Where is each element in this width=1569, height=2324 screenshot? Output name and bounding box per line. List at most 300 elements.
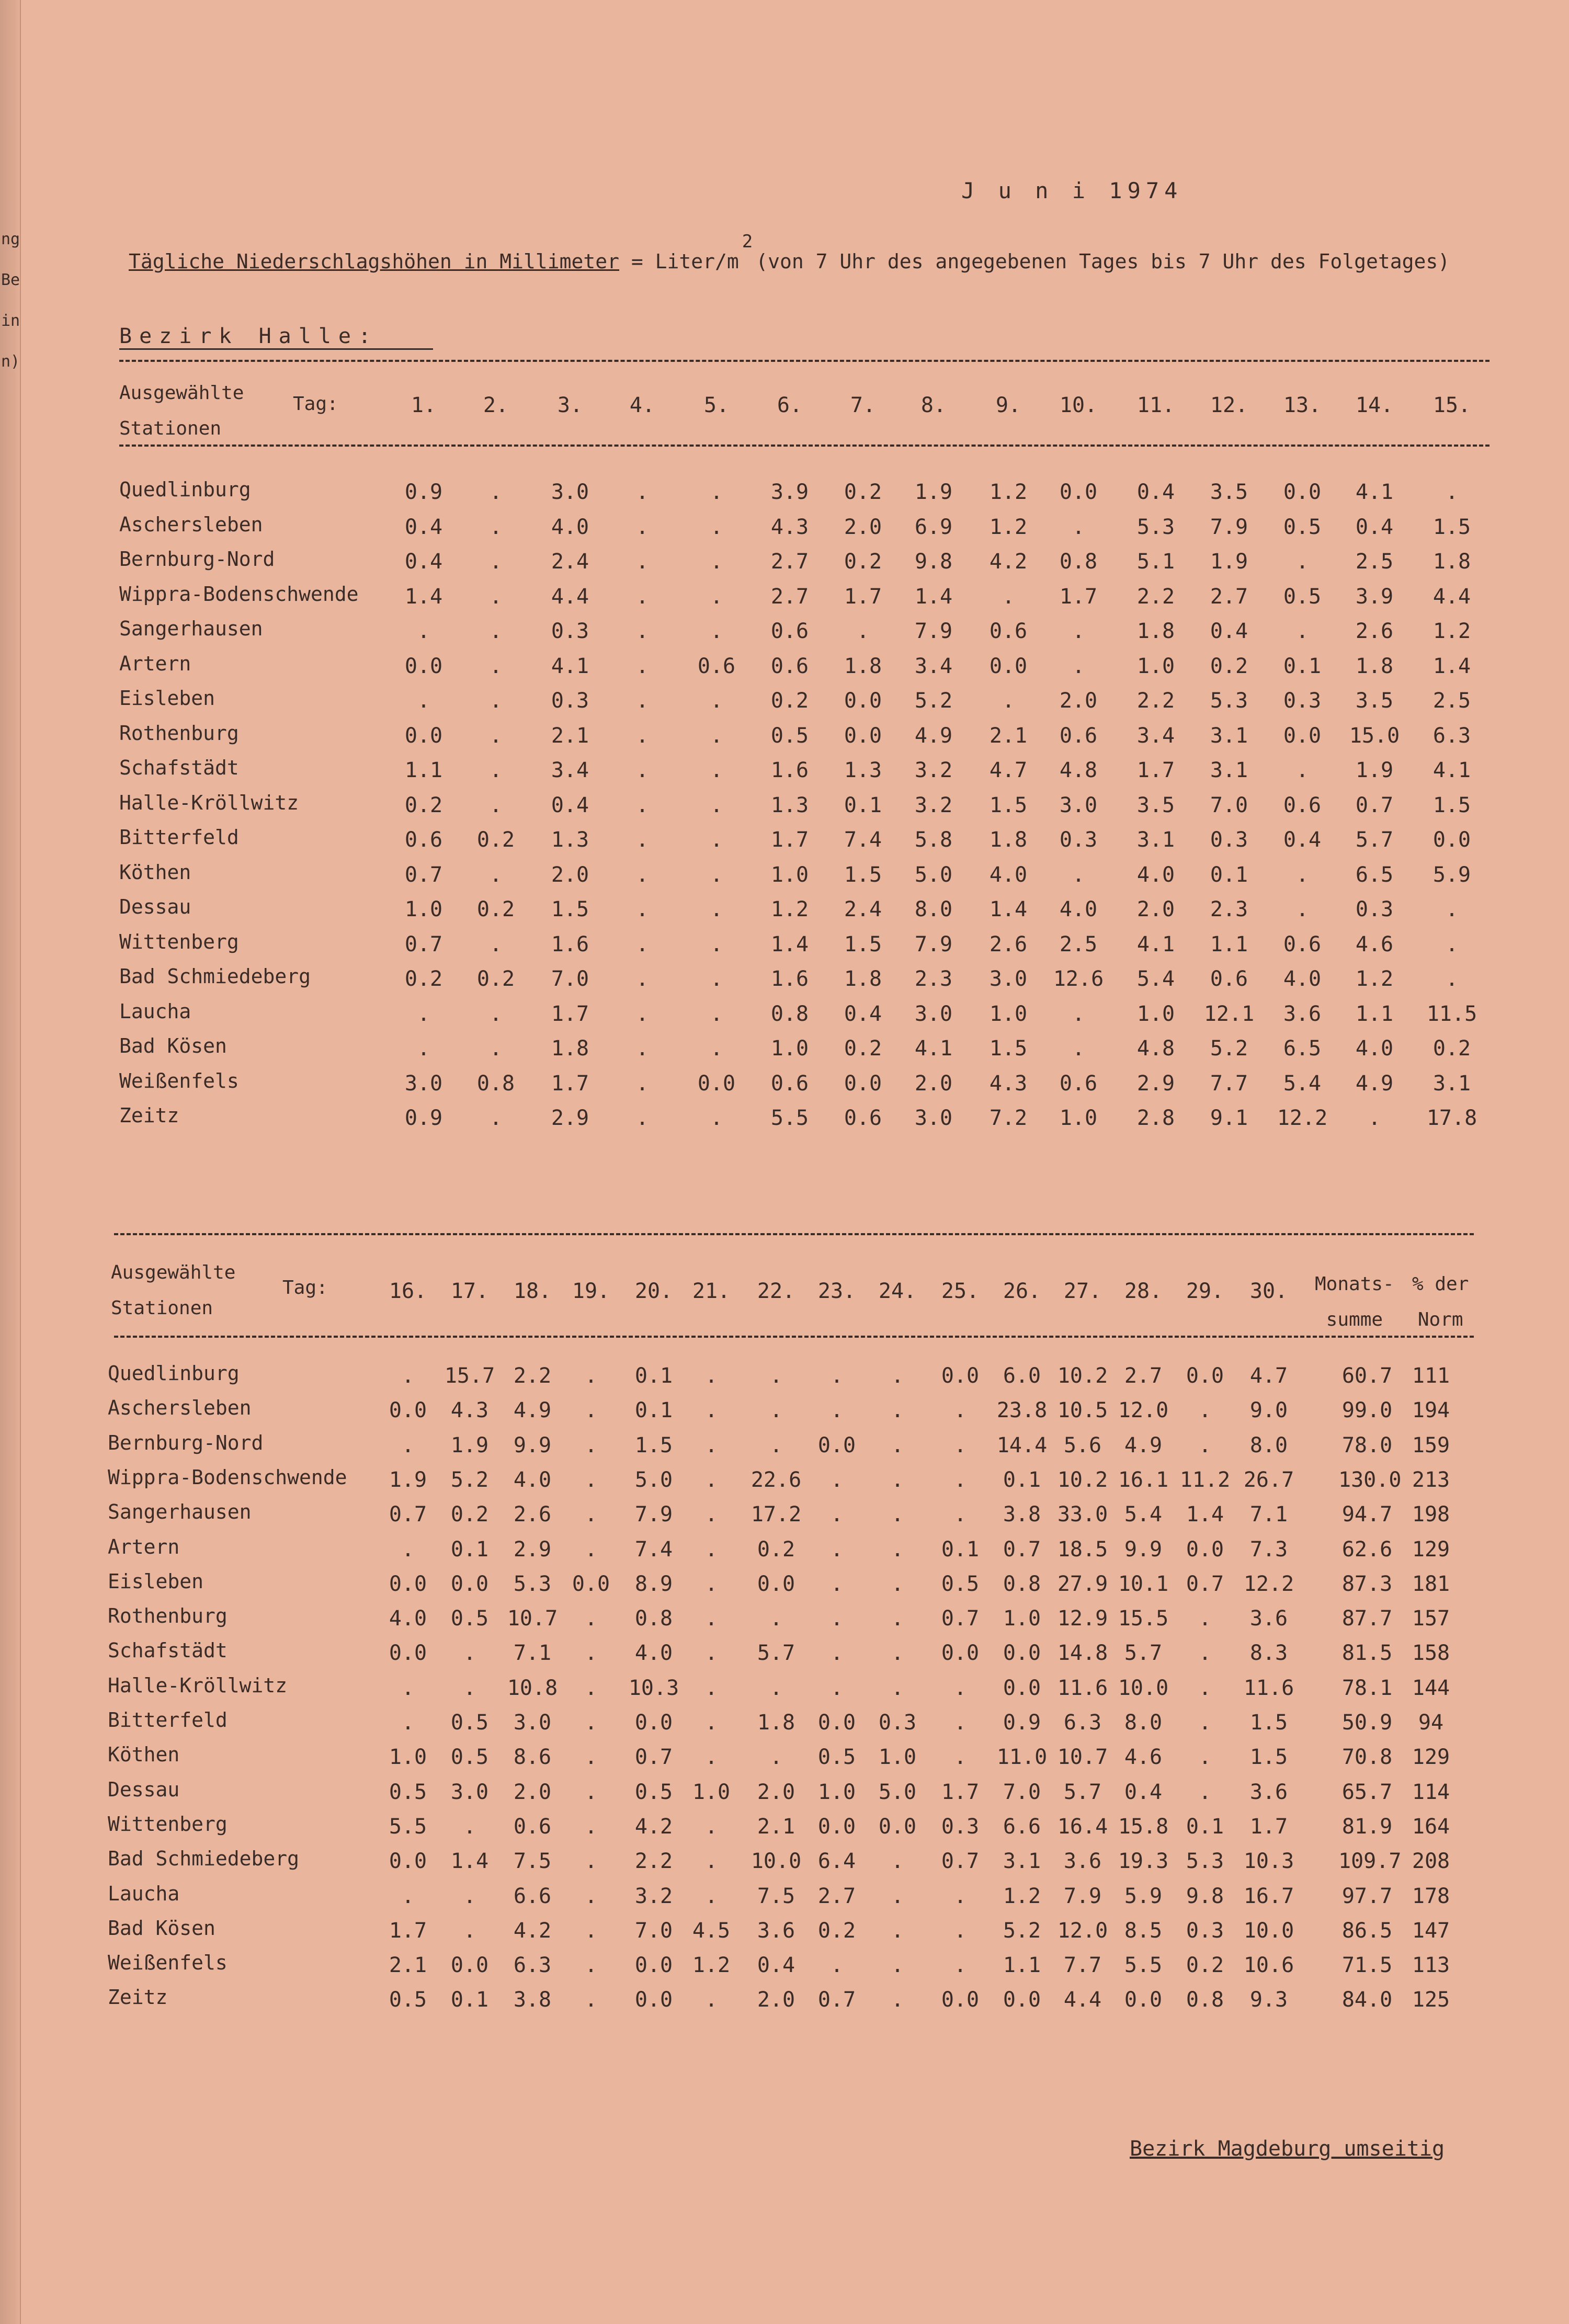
station-name: Bernburg-Nord [108,1431,264,1454]
precip-value: . [704,1433,718,1457]
precip-value: 11.6 [1243,1676,1294,1700]
precip-value: 1.2 [770,897,809,921]
precip-value: 2.0 [1059,689,1098,713]
precip-value: 1.1 [1210,932,1248,956]
station-name: Köthen [108,1743,180,1767]
precip-value: 0.3 [1283,689,1322,713]
day-header: 24. [878,1279,917,1303]
station-name: Eisleben [119,687,215,710]
precip-value: 0.2 [757,1537,795,1562]
day-header: 1. [411,393,437,417]
precip-value: 2.4 [551,550,589,574]
precip-value: . [1198,1676,1212,1700]
precip-value: . [891,1502,904,1527]
precip-value: 1.1 [1355,1001,1394,1026]
day-header: 13. [1283,393,1322,417]
precip-value: 2.6 [989,932,1028,956]
precip-value: 12.9 [1057,1607,1108,1631]
precip-value: 0.8 [476,1071,515,1096]
precip-value: . [463,1884,476,1908]
station-name: Wippra-Bodenschwende [119,582,359,606]
precip-value: 0.6 [844,1106,882,1130]
monthly-sum: 70.8 [1341,1745,1393,1770]
precip-value: 4.1 [914,1036,953,1061]
precip-value: 0.0 [389,1398,427,1423]
precip-value: 6.6 [513,1884,552,1908]
precip-value: 7.4 [844,828,882,852]
precip-value: 0.0 [634,1953,673,1978]
precip-value: 1.3 [844,758,882,782]
title-superscript: 2 [742,231,753,252]
precip-value: 1.9 [1355,758,1394,782]
precip-value: 0.5 [770,723,809,748]
percent-norm: 178 [1412,1884,1450,1908]
precip-value: 5.0 [634,1467,673,1492]
precip-value: 0.2 [404,793,443,817]
precip-value: 2.0 [844,515,882,539]
precip-value: 7.9 [1063,1884,1102,1908]
precip-value: 0.5 [1283,515,1322,539]
precip-value: . [704,1849,718,1874]
precip-value: . [489,1106,503,1130]
precip-value: 1.5 [551,897,589,921]
precip-value: 0.8 [634,1607,673,1631]
precip-value: . [704,1607,718,1631]
precip-value: . [1295,619,1309,643]
precip-value: 10.0 [1243,1918,1294,1943]
precip-value: 5.7 [757,1641,795,1666]
station-name: Artern [119,652,191,675]
stations-header-2 [111,1255,235,1326]
precip-value: 3.8 [1003,1502,1041,1527]
precip-value: 0.6 [1283,793,1322,817]
precip-value: . [704,1814,718,1839]
station-name: Schafstädt [119,756,239,779]
percent-norm: 114 [1412,1780,1450,1804]
precip-value: 0.5 [389,1780,427,1804]
precip-value: 5.7 [1124,1641,1163,1666]
precip-value: 7.9 [914,619,953,643]
monthly-sum: 62.6 [1341,1537,1393,1562]
station-name: Bad Kösen [108,1916,215,1940]
precip-value: 10.7 [1057,1745,1108,1770]
precip-value: 2.0 [513,1780,552,1804]
precip-value: . [704,1641,718,1666]
precip-value: 26.7 [1243,1467,1294,1492]
precip-value: 2.3 [1210,897,1248,921]
norm-line2: Norm [1417,1309,1463,1330]
precip-value: . [710,689,723,713]
precip-value: 1.7 [770,828,809,852]
precip-value: 0.0 [757,1571,795,1596]
precip-value: 4.1 [1355,480,1394,504]
precip-value: 2.9 [551,1106,589,1130]
precip-value: . [463,1641,476,1666]
precip-value: 1.2 [1003,1884,1041,1908]
precip-value: 0.0 [1003,1676,1041,1700]
station-name: Laucha [119,999,191,1023]
precip-value: 0.0 [989,654,1028,678]
precip-value: 15.8 [1118,1814,1169,1839]
precip-value: . [489,689,503,713]
station-name: Rothenburg [108,1604,228,1628]
precip-value: . [584,1884,598,1908]
precip-value: 1.0 [989,1001,1028,1026]
precip-value: . [1445,897,1459,921]
precip-value: 5.2 [914,689,953,713]
precip-value: . [584,1849,598,1874]
precip-value: 0.3 [1059,828,1098,852]
precip-value: . [635,897,649,921]
precip-value: . [635,1106,649,1130]
day-header: 7. [850,393,876,417]
precip-value: 5.5 [1124,1953,1163,1978]
precip-value: 1.9 [389,1467,427,1492]
precip-value: . [830,1467,844,1492]
precip-value: 1.0 [770,1036,809,1061]
precip-value: 1.5 [989,793,1028,817]
stations-header-line2: Stationen [111,1297,213,1319]
stations-header-1 [119,375,244,447]
day-header: 11. [1136,393,1175,417]
precip-value: 3.1 [1432,1071,1471,1096]
precip-value: 4.3 [770,515,809,539]
precip-value: 3.4 [551,758,589,782]
precip-value: 1.0 [1136,1001,1175,1026]
precip-value: 0.5 [450,1607,489,1631]
precip-value: 3.4 [914,654,953,678]
day-header: 5. [703,393,730,417]
precip-value: 6.0 [1003,1364,1041,1388]
precip-value: . [584,1467,598,1492]
precip-value: 18.5 [1057,1537,1108,1562]
precip-value: 4.7 [989,758,1028,782]
precip-value: . [1295,862,1309,887]
margin-fragment: n) [1,352,20,371]
precip-value: 5.4 [1136,967,1175,991]
precip-value: 1.8 [757,1711,795,1735]
precip-value: 5.0 [914,862,953,887]
precip-value: . [635,515,649,539]
precip-value: . [584,1364,598,1388]
precip-value: 10.7 [507,1607,558,1631]
precip-value: 0.2 [844,550,882,574]
precip-value: 4.0 [1136,862,1175,887]
precip-value: . [891,1849,904,1874]
precip-value: . [769,1745,783,1770]
precip-value: . [635,689,649,713]
precip-value: . [489,654,503,678]
precip-value: 1.4 [404,584,443,609]
precip-value: . [769,1607,783,1631]
stations-header-line2: Stationen [119,418,222,439]
precip-value: 6.3 [1063,1711,1102,1735]
precip-value: 9.3 [1249,1988,1288,2012]
station-name: Dessau [119,895,191,918]
precip-value: . [891,1537,904,1562]
precip-value: 0.6 [1283,932,1322,956]
station-name: Wippra-Bodenschwende [108,1465,347,1489]
precip-value: . [1072,619,1085,643]
precip-value: . [635,619,649,643]
precip-value: . [953,1676,967,1700]
precip-value: 1.3 [551,828,589,852]
precip-value: . [1198,1433,1212,1457]
precip-value: 7.0 [551,967,589,991]
precip-value: . [635,654,649,678]
station-name: Bad Schmiedeberg [119,965,311,988]
precip-value: 2.7 [770,550,809,574]
precip-value: 0.0 [1283,723,1322,748]
precip-value: . [769,1364,783,1388]
precip-value: 17.2 [751,1502,802,1527]
precip-value: 0.0 [389,1849,427,1874]
day-header: 30. [1249,1279,1288,1303]
precip-value: 0.2 [476,828,515,852]
monatssumme-line2: summe [1326,1309,1383,1330]
precip-value: 2.8 [1136,1106,1175,1130]
percent-norm: 144 [1412,1676,1450,1700]
precip-value: 9.0 [1249,1398,1288,1423]
precip-value: . [769,1676,783,1700]
precip-value: . [710,758,723,782]
precip-value: 0.1 [450,1988,489,2012]
precip-value: . [635,828,649,852]
precip-value: 0.6 [697,654,736,678]
precip-value: 9.9 [1124,1537,1163,1562]
precip-value: 3.6 [1249,1607,1288,1631]
precip-value: 3.0 [404,1071,443,1096]
precip-value: . [704,1571,718,1596]
precip-value: 0.0 [844,1071,882,1096]
precip-value: 0.8 [770,1001,809,1026]
precip-value: . [1445,932,1459,956]
precip-value: 1.0 [878,1745,917,1770]
precip-value: 0.5 [817,1745,856,1770]
precip-value: 4.1 [551,654,589,678]
precip-value: 0.0 [817,1814,856,1839]
precip-value: 4.0 [551,515,589,539]
precip-value: 0.6 [404,828,443,852]
precip-value: 10.3 [1243,1849,1294,1874]
precip-value: 1.7 [1136,758,1175,782]
precip-value: 0.4 [1136,480,1175,504]
precip-value: 0.0 [450,1953,489,1978]
precip-value: 1.8 [1432,550,1471,574]
precip-value: . [584,1676,598,1700]
precip-value: 8.0 [1249,1433,1288,1457]
day-header: 3. [557,393,583,417]
precip-value: . [401,1537,415,1562]
precip-value: 5.8 [914,828,953,852]
percent-norm: 159 [1412,1433,1450,1457]
precip-value: 4.0 [389,1607,427,1631]
precip-value: 2.5 [1432,689,1471,713]
precip-value: . [489,1001,503,1026]
precip-value: 6.6 [1003,1814,1041,1839]
day-header: 6. [777,393,803,417]
precip-value: 1.2 [692,1953,731,1978]
precip-value: 0.3 [1186,1918,1224,1943]
precip-value: 1.5 [1432,793,1471,817]
precip-value: 7.0 [1210,793,1248,817]
precip-value: 0.0 [634,1988,673,2012]
title-main: Tägliche Niederschlagshöhen in Millimeter [129,250,619,273]
margin-fragment: Be [1,271,20,289]
station-name: Halle-Kröllwitz [119,791,299,814]
precip-value: 0.0 [389,1641,427,1666]
precip-value: 5.3 [1136,515,1175,539]
precip-value: 1.5 [1249,1711,1288,1735]
precip-value: 14.4 [996,1433,1048,1457]
precip-value: 0.2 [844,1036,882,1061]
precip-value: 1.0 [389,1745,427,1770]
precip-value: 0.0 [450,1571,489,1596]
precip-value: 2.4 [844,897,882,921]
precip-value: 0.2 [1210,654,1248,678]
day-header: 19. [572,1279,610,1303]
precip-value: 0.8 [1003,1571,1041,1596]
precip-value: 16.1 [1118,1467,1169,1492]
monthly-sum: 84.0 [1341,1988,1393,2012]
precip-value: 0.0 [1283,480,1322,504]
monatssumme-header [1315,1267,1394,1338]
station-name: Bad Kösen [119,1034,227,1057]
precip-value: 1.8 [844,967,882,991]
station-name: Bitterfeld [119,826,239,849]
precip-value: . [584,1537,598,1562]
precip-value: 4.0 [1355,1036,1394,1061]
precip-value: 1.7 [1249,1814,1288,1839]
precip-value: 12.1 [1203,1001,1255,1026]
day-header: 21. [692,1279,731,1303]
precip-value: 0.5 [1283,584,1322,609]
norm-line1: % der [1412,1273,1469,1295]
page-title [129,231,1450,273]
day-header: 26. [1003,1279,1041,1303]
precip-value: 1.9 [914,480,953,504]
station-name: Quedlinburg [119,478,251,501]
precip-value: 3.6 [757,1918,795,1943]
precip-value: . [635,862,649,887]
stations-header-line1: Ausgewählte [119,382,244,404]
precip-value: 1.1 [1003,1953,1041,1978]
station-name: Schafstädt [108,1639,228,1662]
day-header: 14. [1355,393,1394,417]
station-name: Aschersleben [119,512,263,536]
precip-value: . [710,1001,723,1026]
monthly-sum: 97.7 [1341,1884,1393,1908]
precip-value: 0.9 [404,1106,443,1130]
precip-value: . [1368,1106,1381,1130]
precip-value: 3.6 [1063,1849,1102,1874]
precip-value: 6.3 [513,1953,552,1978]
precip-value: . [891,1398,904,1423]
precip-value: 1.2 [1432,619,1471,643]
precip-value: 22.6 [751,1467,802,1492]
precip-value: . [1072,1036,1085,1061]
precip-value: . [635,758,649,782]
precip-value: 4.1 [1432,758,1471,782]
precip-value: 0.0 [1059,480,1098,504]
precip-value: 0.6 [770,1071,809,1096]
precip-value: 0.7 [1186,1571,1224,1596]
percent-norm: 113 [1412,1953,1450,1978]
precip-value: 0.7 [941,1607,980,1631]
precip-value: . [463,1918,476,1943]
precip-value: 7.9 [1210,515,1248,539]
precip-value: 11.5 [1426,1001,1477,1026]
precip-value: 4.4 [1063,1988,1102,2012]
precip-value: 5.4 [1124,1502,1163,1527]
precip-value: 2.3 [914,967,953,991]
precip-value: . [710,619,723,643]
precip-value: . [584,1988,598,2012]
precip-value: 4.9 [1355,1071,1394,1096]
precip-value: . [1198,1745,1212,1770]
precip-value: 0.0 [697,1071,736,1096]
precip-value: . [704,1537,718,1562]
precip-value: . [584,1814,598,1839]
precip-value: 1.4 [989,897,1028,921]
precip-value: 3.1 [1136,828,1175,852]
precip-value: 0.6 [989,619,1028,643]
precip-value: . [584,1607,598,1631]
precip-value: . [710,480,723,504]
precip-value: . [417,1001,430,1026]
precip-value: 3.9 [770,480,809,504]
precip-value: . [489,619,503,643]
monthly-sum: 78.0 [1341,1433,1393,1457]
precip-value: 9.9 [513,1433,552,1457]
precip-value: 0.9 [404,480,443,504]
precip-value: . [489,723,503,748]
precip-value: 11.0 [996,1745,1048,1770]
precip-value: 1.2 [989,480,1028,504]
percent-norm: 129 [1412,1537,1450,1562]
day-header: 16. [389,1279,427,1303]
precip-value: 7.4 [634,1537,673,1562]
precip-value: 4.6 [1124,1745,1163,1770]
precip-value: 3.0 [989,967,1028,991]
precip-value: . [489,862,503,887]
monthly-sum: 50.9 [1341,1711,1393,1735]
precip-value: 1.6 [770,967,809,991]
precip-value: 0.5 [389,1988,427,2012]
precip-value: . [489,550,503,574]
precip-value: 4.4 [1432,584,1471,609]
precip-value: 1.4 [914,584,953,609]
station-name: Zeitz [108,1986,168,2009]
precip-value: 1.7 [844,584,882,609]
precip-value: 2.6 [1355,619,1394,643]
stations-header-line1: Ausgewählte [111,1262,236,1283]
precip-value: 2.1 [389,1953,427,1978]
precip-value: 4.5 [692,1918,731,1943]
percent-norm: 164 [1412,1814,1450,1839]
station-name: Eisleben [108,1569,204,1593]
precip-value: 4.0 [513,1467,552,1492]
norm-header [1412,1267,1469,1338]
precip-value: 7.1 [1249,1502,1288,1527]
precip-value: . [830,1398,844,1423]
precip-value: . [769,1433,783,1457]
percent-norm: 147 [1412,1918,1450,1943]
precip-value: 12.2 [1277,1106,1328,1130]
precip-value: 10.1 [1118,1571,1169,1596]
precip-value: 0.0 [572,1571,610,1596]
precip-value: 5.9 [1432,862,1471,887]
